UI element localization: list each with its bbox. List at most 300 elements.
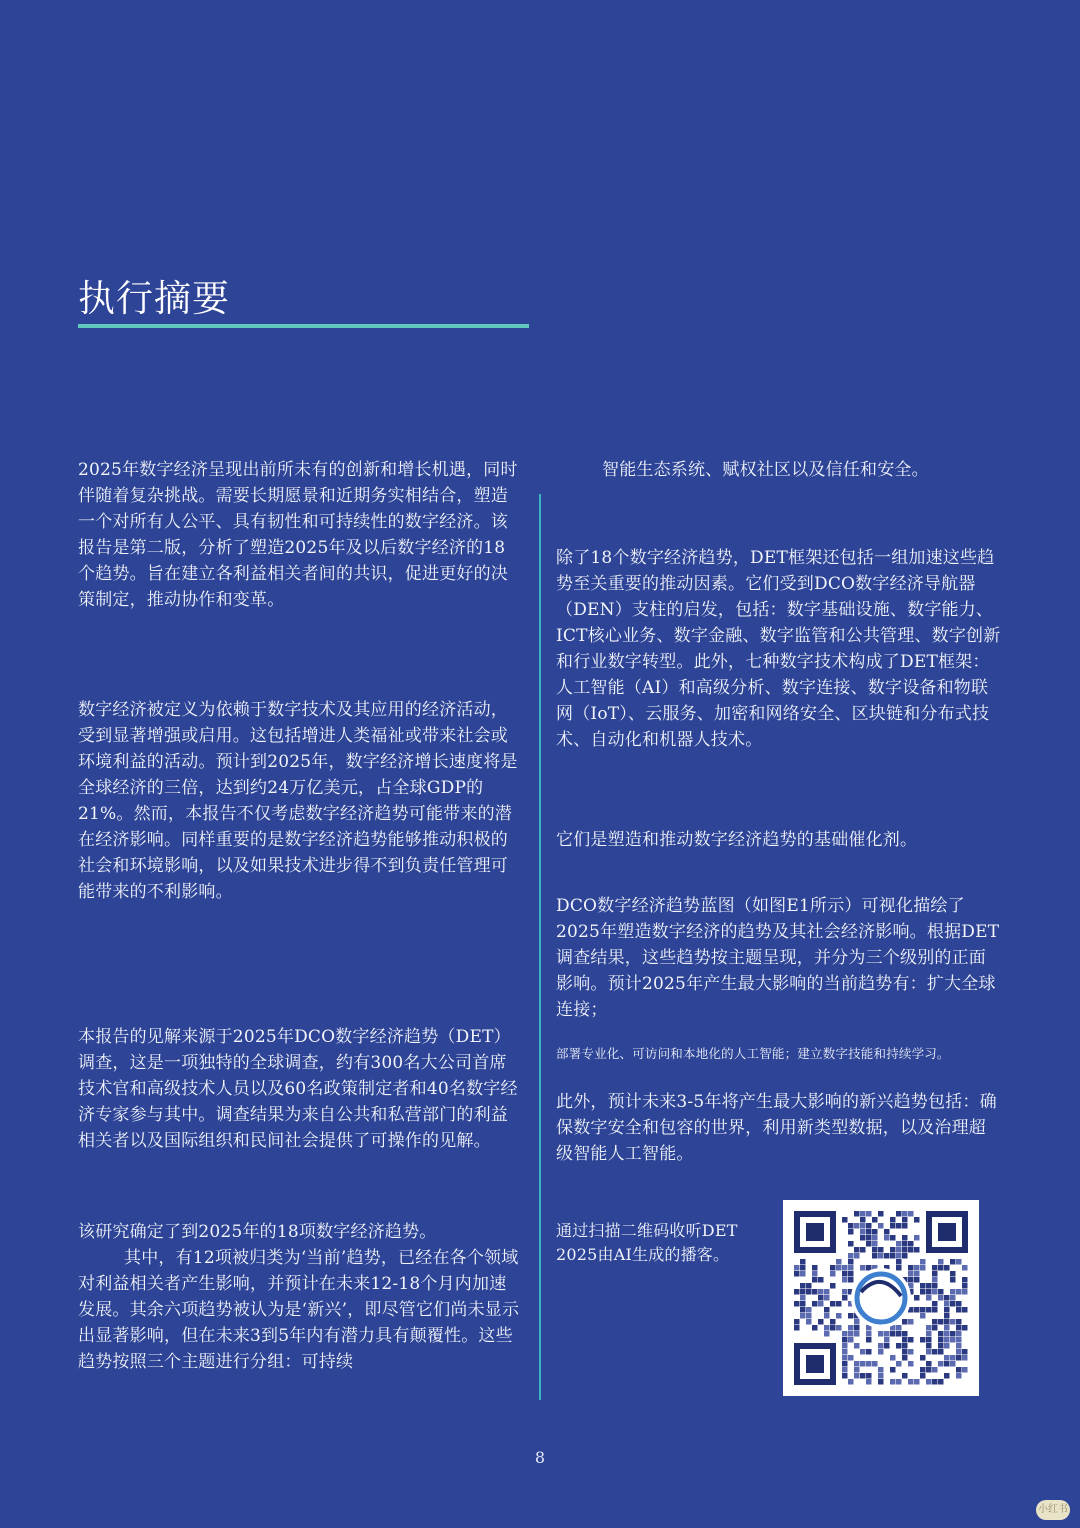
page-number: 8 (534, 1448, 546, 1467)
qr-module (812, 1265, 818, 1271)
qr-module (902, 1253, 908, 1259)
qr-module (890, 1247, 896, 1253)
qr-module (878, 1343, 884, 1349)
qr-module (896, 1211, 902, 1217)
qr-module (896, 1259, 902, 1265)
watermark-badge: 小红书 (1036, 1500, 1070, 1520)
qr-module (956, 1319, 962, 1325)
title-underline (78, 324, 529, 328)
qr-module (866, 1265, 872, 1271)
qr-module (818, 1295, 824, 1301)
qr-module (896, 1361, 902, 1367)
qr-module (896, 1241, 902, 1247)
qr-finder-pattern (806, 1355, 824, 1373)
qr-module (830, 1301, 836, 1307)
qr-module (824, 1331, 830, 1337)
qr-module (794, 1265, 800, 1271)
qr-module (836, 1301, 842, 1307)
qr-module (908, 1265, 914, 1271)
qr-module (962, 1283, 968, 1289)
qr-module (872, 1217, 878, 1223)
qr-module (842, 1217, 848, 1223)
left-paragraph-4-lead: 该研究确定了到2025年的18项数字经济趋势。 (78, 1222, 437, 1242)
qr-module (812, 1289, 818, 1295)
qr-module (806, 1283, 812, 1289)
qr-module (962, 1355, 968, 1361)
qr-module (878, 1367, 884, 1373)
qr-module (818, 1289, 824, 1295)
qr-module (824, 1289, 830, 1295)
qr-module (944, 1331, 950, 1337)
qr-code-icon[interactable] (783, 1200, 979, 1396)
qr-module (938, 1331, 944, 1337)
qr-module (956, 1301, 962, 1307)
qr-module (806, 1307, 812, 1313)
qr-module (962, 1325, 968, 1331)
qr-module (902, 1337, 908, 1343)
qr-module (902, 1217, 908, 1223)
qr-module (908, 1277, 914, 1283)
qr-module (806, 1319, 812, 1325)
qr-module (854, 1319, 860, 1325)
qr-module (836, 1313, 842, 1319)
qr-module (794, 1289, 800, 1295)
qr-module (890, 1235, 896, 1241)
qr-module (884, 1343, 890, 1349)
qr-module (926, 1295, 932, 1301)
qr-finder-pattern (806, 1223, 824, 1241)
qr-module (926, 1331, 932, 1337)
qr-module (926, 1367, 932, 1373)
qr-module (902, 1319, 908, 1325)
qr-module (914, 1295, 920, 1301)
qr-module (926, 1349, 932, 1355)
qr-module (914, 1271, 920, 1277)
qr-module (878, 1349, 884, 1355)
qr-module (902, 1331, 908, 1337)
qr-module (902, 1211, 908, 1217)
qr-module (938, 1319, 944, 1325)
qr-module (878, 1253, 884, 1259)
qr-module (848, 1337, 854, 1343)
qr-module (848, 1229, 854, 1235)
qr-module (956, 1307, 962, 1313)
qr-module (926, 1325, 932, 1331)
qr-module (938, 1361, 944, 1367)
qr-module (944, 1295, 950, 1301)
qr-module (908, 1349, 914, 1355)
qr-module (884, 1331, 890, 1337)
qr-module (944, 1373, 950, 1379)
qr-module (932, 1289, 938, 1295)
qr-module (806, 1289, 812, 1295)
qr-finder-pattern (938, 1223, 956, 1241)
qr-module (830, 1319, 836, 1325)
qr-module (908, 1271, 914, 1277)
left-paragraph-2: 数字经济被定义为依赖于数字技术及其应用的经济活动，受到显著增强或启用。这包括增进人类福祉或带来社会或环境利益的活动。预计到2025年，数字经济增长速度将是全球经济的三倍，达到约24万亿美元，占全球GDP的21%。然而，本报告不仅考虑数字经济趋势可能带来的潜在经济影响。同样重要的是数字经济趋势能够推动积极的社会和环境影响，以及如果技术进步得不到负责任管理可能带来的不利影响。 (78, 700, 518, 902)
qr-module (956, 1367, 962, 1373)
qr-module (938, 1265, 944, 1271)
qr-module (896, 1223, 902, 1229)
qr-module (920, 1337, 926, 1343)
qr-module (896, 1265, 902, 1271)
qr-module (854, 1325, 860, 1331)
qr-module (914, 1235, 920, 1241)
qr-module (944, 1343, 950, 1349)
qr-module (962, 1289, 968, 1295)
qr-module (860, 1265, 866, 1271)
qr-module (860, 1217, 866, 1223)
qr-module (926, 1283, 932, 1289)
qr-module (950, 1295, 956, 1301)
qr-module (956, 1343, 962, 1349)
qr-module (878, 1379, 884, 1385)
qr-module (926, 1337, 932, 1343)
qr-module (896, 1253, 902, 1259)
qr-module (938, 1337, 944, 1343)
qr-module (842, 1373, 848, 1379)
qr-module (890, 1253, 896, 1259)
qr-module (836, 1259, 842, 1265)
qr-module (950, 1277, 956, 1283)
qr-module (926, 1307, 932, 1313)
qr-module (848, 1379, 854, 1385)
qr-module (794, 1325, 800, 1331)
qr-module (920, 1307, 926, 1313)
qr-module (914, 1247, 920, 1253)
qr-module (944, 1313, 950, 1319)
qr-module (848, 1259, 854, 1265)
qr-module (866, 1223, 872, 1229)
qr-module (860, 1373, 866, 1379)
qr-module (878, 1223, 884, 1229)
qr-module (884, 1253, 890, 1259)
qr-module (866, 1331, 872, 1337)
qr-module (926, 1379, 932, 1385)
qr-module (920, 1283, 926, 1289)
qr-module (932, 1265, 938, 1271)
qr-module (926, 1343, 932, 1349)
qr-module (896, 1247, 902, 1253)
qr-module (920, 1259, 926, 1265)
qr-module (842, 1271, 848, 1277)
left-paragraph-4 (78, 1219, 522, 1375)
qr-module (920, 1355, 926, 1361)
qr-module (872, 1235, 878, 1241)
qr-module (812, 1271, 818, 1277)
qr-module (950, 1259, 956, 1265)
qr-module (800, 1307, 806, 1313)
qr-module (866, 1241, 872, 1247)
qr-module (872, 1361, 878, 1367)
qr-module (908, 1211, 914, 1217)
qr-module (848, 1277, 854, 1283)
qr-module (932, 1271, 938, 1277)
qr-caption: 通过扫描二维码收听DET 2025由AI生成的播客。 (556, 1221, 738, 1264)
qr-module (842, 1355, 848, 1361)
qr-module (878, 1331, 884, 1337)
qr-module (872, 1247, 878, 1253)
qr-module (878, 1247, 884, 1253)
qr-module (830, 1265, 836, 1271)
qr-module (950, 1289, 956, 1295)
qr-module (920, 1313, 926, 1319)
qr-module (884, 1229, 890, 1235)
qr-module (944, 1307, 950, 1313)
qr-module (950, 1331, 956, 1337)
page-title: 执行摘要 (78, 277, 230, 320)
qr-module (902, 1343, 908, 1349)
qr-module (902, 1223, 908, 1229)
qr-module (890, 1367, 896, 1373)
qr-module (932, 1301, 938, 1307)
qr-module (920, 1373, 926, 1379)
qr-module (836, 1325, 842, 1331)
qr-module (896, 1331, 902, 1337)
qr-module (842, 1331, 848, 1337)
left-paragraph-3: 本报告的见解来源于2025年DCO数字经济趋势（DET）调查，这是一项独特的全球调查，约有300名大公司首席技术官和高级技术人员以及60名政策制定者和40名数字经济专家参与其中。调查结果为来自公共和私营部门的利益相关者以及国际组织和民间社会提供了可操作的见解。 (78, 1027, 518, 1151)
qr-module (842, 1289, 848, 1295)
qr-module (914, 1217, 920, 1223)
qr-module (866, 1349, 872, 1355)
qr-module (866, 1379, 872, 1385)
qr-module (956, 1355, 962, 1361)
qr-module (866, 1211, 872, 1217)
qr-module (842, 1337, 848, 1343)
qr-module (938, 1349, 944, 1355)
qr-module (962, 1265, 968, 1271)
right-paragraph-0: 智能生态系统、赋权社区以及信任和安全。 (602, 460, 929, 480)
qr-module (818, 1301, 824, 1307)
qr-module (962, 1277, 968, 1283)
qr-module (956, 1259, 962, 1265)
qr-module (806, 1313, 812, 1319)
qr-module (830, 1325, 836, 1331)
right-paragraph-1: 除了18个数字经济趋势，DET框架还包括一组加速这些趋势至关重要的推动因素。它们受到DCO数字经济导航器（DEN）支柱的启发，包括：数字基础设施、数字能力、ICT核心业务、数字金融、数字监管和公共管理、数字创新和行业数字转型。此外，七种数字技术构成了DET框架：人工智能（AI）和高级分析、数字连接、数字设备和物联网（IoT）、云服务、加密和网络安全、区块链和分布式技术、自动化和机器人技术。 (556, 548, 1001, 750)
qr-module (932, 1307, 938, 1313)
qr-module (890, 1379, 896, 1385)
qr-module (932, 1325, 938, 1331)
qr-module (896, 1343, 902, 1349)
qr-module (860, 1211, 866, 1217)
qr-module (848, 1271, 854, 1277)
qr-module (956, 1289, 962, 1295)
qr-module (866, 1235, 872, 1241)
qr-module (800, 1301, 806, 1307)
qr-module (812, 1301, 818, 1307)
qr-module (950, 1337, 956, 1343)
qr-module (956, 1331, 962, 1337)
qr-module (854, 1253, 860, 1259)
qr-module (824, 1325, 830, 1331)
qr-module (950, 1271, 956, 1277)
right-paragraph-3: DCO数字经济趋势蓝图（如图E1所示）可视化描绘了2025年塑造数字经济的趋势及其社会经济影响。根据DET调查结果，这些趋势按主题呈现，并分为三个级别的正面影响。预计2025年产生最大影响的当前趋势有：扩大全球连接； (556, 896, 1000, 1020)
qr-module (842, 1277, 848, 1283)
qr-module (866, 1373, 872, 1379)
qr-module (950, 1301, 956, 1307)
qr-module (920, 1367, 926, 1373)
qr-module (944, 1361, 950, 1367)
right-paragraph-5: 此外，预计未来3-5年将产生最大影响的新兴趋势包括：确保数字安全和包容的世界，利用新类型数据，以及治理超级智能人工智能。 (556, 1092, 997, 1164)
qr-module (836, 1265, 842, 1271)
qr-module (854, 1343, 860, 1349)
qr-module (848, 1325, 854, 1331)
qr-module (962, 1349, 968, 1355)
qr-module (932, 1367, 938, 1373)
qr-module (794, 1319, 800, 1325)
qr-module (944, 1355, 950, 1361)
qr-module (818, 1277, 824, 1283)
qr-module (950, 1319, 956, 1325)
qr-module (908, 1247, 914, 1253)
qr-module (866, 1229, 872, 1235)
qr-module (860, 1235, 866, 1241)
qr-module (872, 1241, 878, 1247)
qr-module (914, 1265, 920, 1271)
qr-module (842, 1367, 848, 1373)
qr-module (884, 1337, 890, 1343)
qr-module (938, 1259, 944, 1265)
right-paragraph-4: 部署专业化、可访问和本地化的人工智能；建立数字技能和持续学习。 (556, 1046, 950, 1061)
qr-module (956, 1349, 962, 1355)
qr-module (794, 1271, 800, 1277)
qr-module (908, 1361, 914, 1367)
qr-module (824, 1313, 830, 1319)
qr-module (902, 1349, 908, 1355)
qr-module (890, 1217, 896, 1223)
qr-module (932, 1319, 938, 1325)
qr-module (794, 1301, 800, 1307)
qr-module (938, 1379, 944, 1385)
qr-module (800, 1265, 806, 1271)
qr-module (932, 1379, 938, 1385)
qr-module (842, 1349, 848, 1355)
qr-module (902, 1235, 908, 1241)
qr-module (944, 1319, 950, 1325)
qr-module (860, 1349, 866, 1355)
qr-module (908, 1337, 914, 1343)
qr-module (848, 1241, 854, 1247)
qr-module (830, 1283, 836, 1289)
qr-module (848, 1313, 854, 1319)
qr-module (896, 1379, 902, 1385)
qr-module (902, 1355, 908, 1361)
qr-module (848, 1355, 854, 1361)
qr-logo-bg (851, 1268, 911, 1328)
qr-module (818, 1319, 824, 1325)
qr-module (872, 1253, 878, 1259)
qr-code-graphic (783, 1200, 979, 1396)
qr-module (848, 1253, 854, 1259)
qr-module (932, 1349, 938, 1355)
qr-module (950, 1361, 956, 1367)
qr-module (938, 1295, 944, 1301)
qr-module (854, 1331, 860, 1337)
qr-module (800, 1259, 806, 1265)
qr-module (920, 1265, 926, 1271)
left-paragraph-4-body: 其中，有12项被归类为‘当前’趋势，已经在各个领域对利益相关者产生影响，并预计在未来12-18个月内加速发展。其余六项趋势被认为是‘新兴’，即尽管它们尚未显示出显著影响，但在未来3到5年内有潜力具有颠覆性。这些趋势按照三个主题进行分组：可持续 (78, 1248, 520, 1372)
qr-module (842, 1295, 848, 1301)
qr-module (800, 1295, 806, 1301)
qr-module (854, 1367, 860, 1373)
qr-module (914, 1307, 920, 1313)
qr-module (872, 1229, 878, 1235)
qr-module (932, 1277, 938, 1283)
qr-module (962, 1367, 968, 1373)
qr-module (926, 1289, 932, 1295)
qr-module (866, 1337, 872, 1343)
qr-module (890, 1331, 896, 1337)
qr-module (902, 1247, 908, 1253)
qr-module (884, 1235, 890, 1241)
qr-module (848, 1265, 854, 1271)
qr-module (944, 1325, 950, 1331)
column-divider (539, 494, 541, 1400)
qr-module (890, 1355, 896, 1361)
right-paragraph-2: 它们是塑造和推动数字经济趋势的基础催化剂。 (556, 830, 918, 850)
qr-module (962, 1307, 968, 1313)
qr-module (938, 1289, 944, 1295)
qr-module (812, 1325, 818, 1331)
qr-module (860, 1223, 866, 1229)
qr-module (860, 1247, 866, 1253)
qr-module (944, 1337, 950, 1343)
qr-module (932, 1283, 938, 1289)
qr-module (854, 1361, 860, 1367)
left-paragraph-1: 2025年数字经济呈现出前所未有的创新和增长机遇，同时伴随着复杂挑战。需要长期愿景和近期务实相结合，塑造一个对所有人公平、具有韧性和可持续性的数字经济。该报告是第二版，分析了塑造2025年及以后数字经济的18个趋势。旨在建立各利益相关者间的共识，促进更好的决策制定，推动协作和变革。 (78, 460, 518, 610)
qr-module (890, 1223, 896, 1229)
qr-module (860, 1229, 866, 1235)
qr-module (800, 1283, 806, 1289)
qr-module (902, 1373, 908, 1379)
qr-module (926, 1361, 932, 1367)
qr-module (896, 1325, 902, 1331)
qr-module (854, 1247, 860, 1253)
qr-module (914, 1379, 920, 1385)
qr-module (956, 1325, 962, 1331)
qr-module (800, 1313, 806, 1319)
qr-module (944, 1265, 950, 1271)
qr-module (956, 1373, 962, 1379)
qr-module (908, 1319, 914, 1325)
qr-module (938, 1343, 944, 1349)
qr-module (800, 1271, 806, 1277)
qr-module (920, 1289, 926, 1295)
qr-module (812, 1277, 818, 1283)
qr-module (824, 1307, 830, 1313)
qr-module (908, 1241, 914, 1247)
qr-module (824, 1295, 830, 1301)
qr-module (914, 1277, 920, 1283)
qr-module (866, 1361, 872, 1367)
qr-module (842, 1265, 848, 1271)
qr-module (956, 1337, 962, 1343)
qr-module (842, 1343, 848, 1349)
qr-module (854, 1373, 860, 1379)
qr-module (842, 1361, 848, 1367)
qr-module (854, 1211, 860, 1217)
qr-module (800, 1289, 806, 1295)
qr-module (944, 1301, 950, 1307)
qr-module (848, 1223, 854, 1229)
qr-module (908, 1379, 914, 1385)
qr-module (878, 1373, 884, 1379)
qr-module (950, 1355, 956, 1361)
qr-module (848, 1331, 854, 1337)
qr-module (830, 1271, 836, 1277)
qr-module (860, 1361, 866, 1367)
qr-module (878, 1211, 884, 1217)
